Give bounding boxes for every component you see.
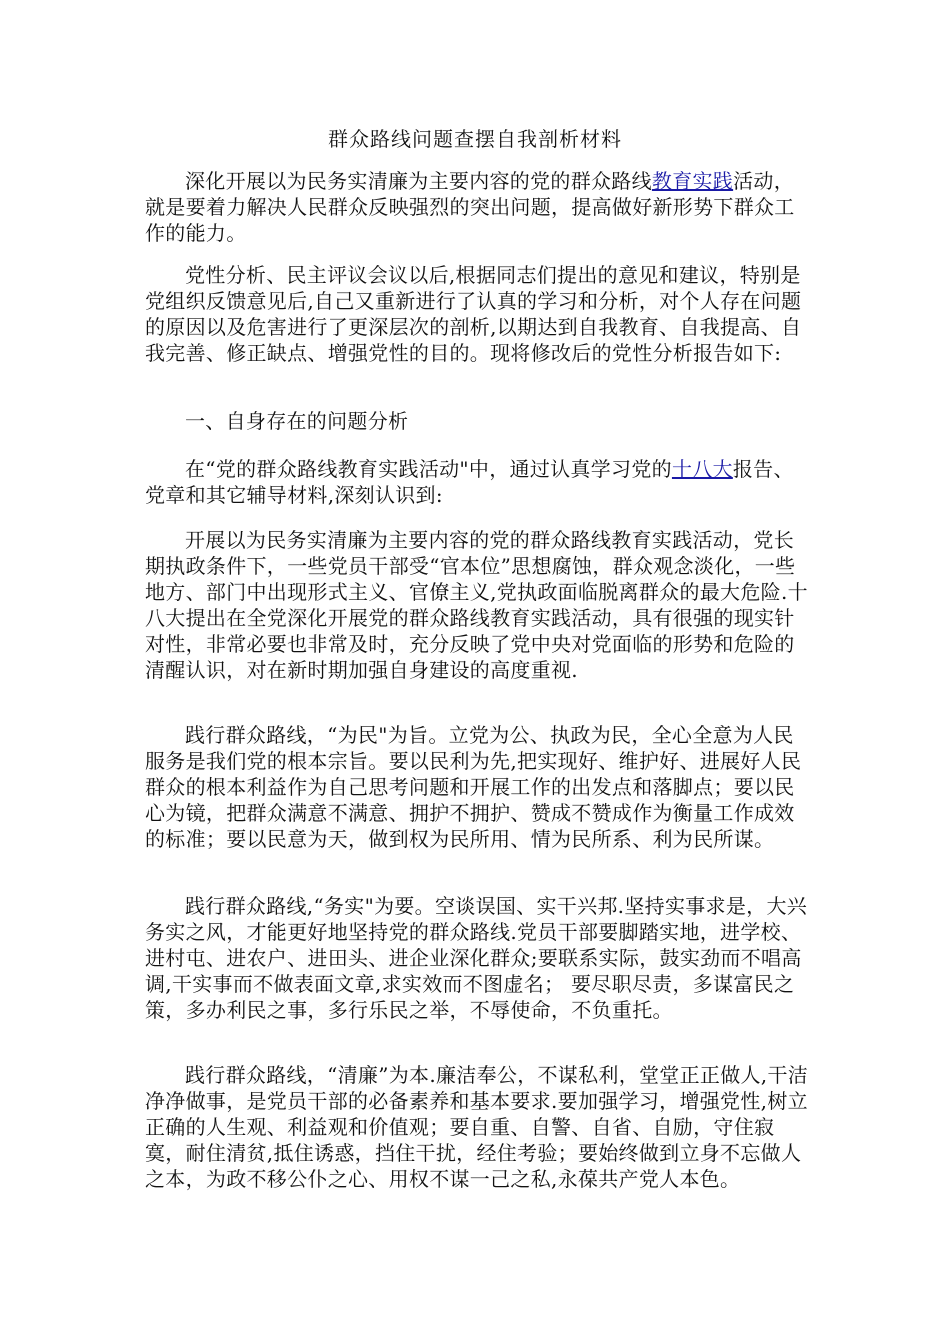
paragraph-study-text-after: 报告、党章和其它辅导材料,深刻认识到:	[145, 457, 794, 507]
paragraph-analysis: 党性分析、民主评议会议以后,根据同志们提出的意见和建议，特别是党组织反馈意见后,自己又重新进行了认真的学习和分析，对个人存在问题的原因以及危害进行了更深层次的剖析,以期达到自我教育、自我提高、自我完善、修正缺点、增强党性的目的。现将修改后的党性分析报告如下:	[145, 263, 802, 365]
paragraph-intro	[145, 168, 810, 246]
paragraph-integrity: 践行群众路线，“清廉”为本.廉洁奉公，不谋私利，堂堂正正做人,干洁净净做事，是党员干部的必备素养和基本要求.要加强学习，增强党性,树立正确的人生观、利益观和价值观；要自重、自警、自省、自励，守住寂寞，耐住清贫,抵住诱惑，挡住干扰，经住考验；要始终做到立身不忘做人之本，为政不移公仆之心、用权不谋一己之私,永葆共产党人本色。	[145, 1063, 809, 1191]
section-heading-1: 一、自身存在的问题分析	[185, 409, 409, 433]
paragraph-pragmatic: 践行群众路线,“务实"为要。空谈误国、实干兴邦.坚持实事求是，大兴务实之风，才能更好地坚持党的群众路线.党员干部要脚踏实地，进学校、进村屯、进农户、进田头、进企业深化群众;要联系实际，鼓实劲而不唱高调,干实事而不做表面文章,求实效而不图虚名； 要尽职尽责，多谋富民之策，多办利民之事，多行乐民之举，不辱使命，不负重托。	[145, 894, 808, 1022]
document-title: 群众路线问题查摆自我剖析材料	[328, 127, 622, 151]
link-eighteenth-congress[interactable]: 十八大	[671, 457, 733, 481]
paragraph-intro-text-before: 深化开展以为民务实清廉为主要内容的党的群众路线	[185, 169, 652, 193]
paragraph-intro-text-after: 活动，就是要着力解决人民群众反映强烈的突出问题，提高做好新形势下群众工作的能力。	[145, 169, 795, 245]
paragraph-for-people: 践行群众路线，“为民"为旨。立党为公、执政为民，全心全意为人民服务是我们党的根本宗旨。要以民利为先,把实现好、维护好、进展好人民群众的根本利益作为自己思考问题和开展工作的出发点和落脚点；要以民心为镜，把群众满意不满意、拥护不拥护、赞成不赞成作为衡量工作成效的标准；要以民意为天，做到权为民所用、情为民所系、利为民所谋。	[145, 723, 802, 851]
paragraph-study	[145, 456, 810, 508]
paragraph-background: 开展以为民务实清廉为主要内容的党的群众路线教育实践活动，党长期执政条件下，一些党员干部受“官本位”思想腐蚀，群众观念淡化，一些地方、部门中出现形式主义、官僚主义,党执政面临脱离群众的最大危险.十八大提出在全党深化开展党的群众路线教育实践活动，具有很强的现实针对性，非常必要也非常及时，充分反映了党中央对党面临的形势和危险的清醒认识，对在新时期加强自身建设的高度重视.	[145, 528, 808, 682]
paragraph-study-text-before: 在“党的群众路线教育实践活动"中，通过认真学习党的	[185, 457, 672, 481]
link-education-practice[interactable]: 教育实践	[651, 169, 734, 193]
